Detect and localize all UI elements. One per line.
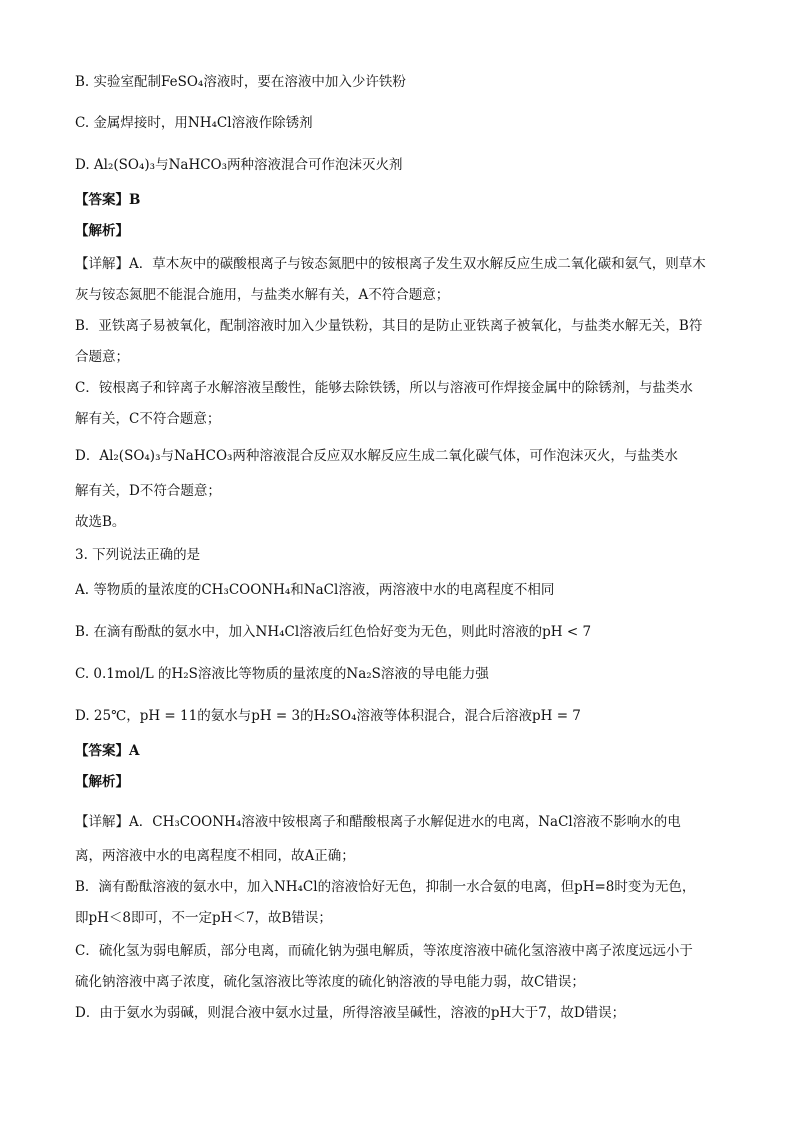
question-3-option-a: A. 等物质的量浓度的CH₃COONH₄和NaCl溶液，两溶液中水的电离程度不相同: [75, 582, 555, 598]
explanation-line: C．铵根离子和锌离子水解溶液呈酸性，能够去除铁锈，所以与溶液可作焊接金属中的除锈剂，与盐类水: [75, 380, 693, 396]
question-3-option-c: C. 0.1mol/L 的H₂S溶液比等物质的量浓度的Na₂S溶液的导电能力强: [75, 666, 489, 682]
option-c-line: C. 金属焊接时，用NH₄Cl溶液作除锈剂: [75, 115, 313, 131]
explanation-line: B．滴有酚酞溶液的氨水中，加入NH₄Cl的溶液恰好无色，抑制一水合氨的电离，但pH=8时变为无色，: [75, 879, 696, 895]
explanation-line: 即pH＜8即可，不一定pH＜7，故B错误；: [75, 910, 332, 926]
explanation-line: 解有关，D不符合题意；: [75, 483, 221, 499]
explanation-line: C．硫化氢为弱电解质，部分电离，而硫化钠为强电解质，等浓度溶液中硫化氢溶液中离子浓度远远小于: [75, 943, 693, 959]
answer-label: 【答案】A: [75, 743, 140, 759]
explanation-line: D．Al₂(SO₄)₃与NaHCO₃两种溶液混合反应双水解反应生成二氧化碳气体，可作泡沫灭火，与盐类水: [75, 448, 678, 464]
explanation-line: 合题意；: [75, 349, 129, 365]
analysis-label: 【解析】: [75, 223, 129, 239]
question-3-option-b: B. 在滴有酚酞的氨水中，加入NH₄Cl溶液后红色恰好变为无色，则此时溶液的pH < 7: [75, 624, 592, 640]
explanation-line: 硫化钠溶液中离子浓度，硫化氢溶液比等浓度的硫化钠溶液的导电能力弱，故C错误；: [75, 974, 585, 990]
question-3-option-d: D. 25℃，pH = 11的氨水与pH = 3的H₂SO₄溶液等体积混合，混合后溶液pH = 7: [75, 708, 581, 724]
explanation-line: 灰与铵态氮肥不能混合施用，与盐类水解有关，A不符合题意；: [75, 287, 450, 303]
explanation-line: D．由于氨水为弱碱，则混合液中氨水过量，所得溶液呈碱性，溶液的pH大于7，故D错误；: [75, 1005, 626, 1021]
option-d-line: D. Al₂(SO₄)₃与NaHCO₃两种溶液混合可作泡沫灭火剂: [75, 157, 403, 173]
explanation-line: 【详解】A．草木灰中的碳酸根离子与铵态氮肥中的铵根离子发生双水解反应生成二氧化碳和氨气，则草木: [75, 256, 706, 272]
explanation-line: 离，两溶液中水的电离程度不相同，故A正确；: [75, 848, 355, 864]
explanation-line: 解有关，C不符合题意；: [75, 411, 221, 427]
explanation-line: B．亚铁离子易被氧化，配制溶液时加入少量铁粉，其目的是防止亚铁离子被氧化，与盐类水解无关，B符: [75, 318, 703, 334]
answer-label: 【答案】B: [75, 192, 141, 208]
option-b-line: B. 实验室配制FeSO₄溶液时，要在溶液中加入少许铁粉: [75, 74, 406, 90]
question-3-stem: 3. 下列说法正确的是: [75, 547, 201, 563]
conclusion-line: 故选B。: [75, 514, 126, 530]
explanation-line: 【详解】A．CH₃COONH₄溶液中铵根离子和醋酸根离子水解促进水的电离，NaCl溶液不影响水的电: [75, 814, 681, 830]
analysis-label: 【解析】: [75, 774, 129, 790]
